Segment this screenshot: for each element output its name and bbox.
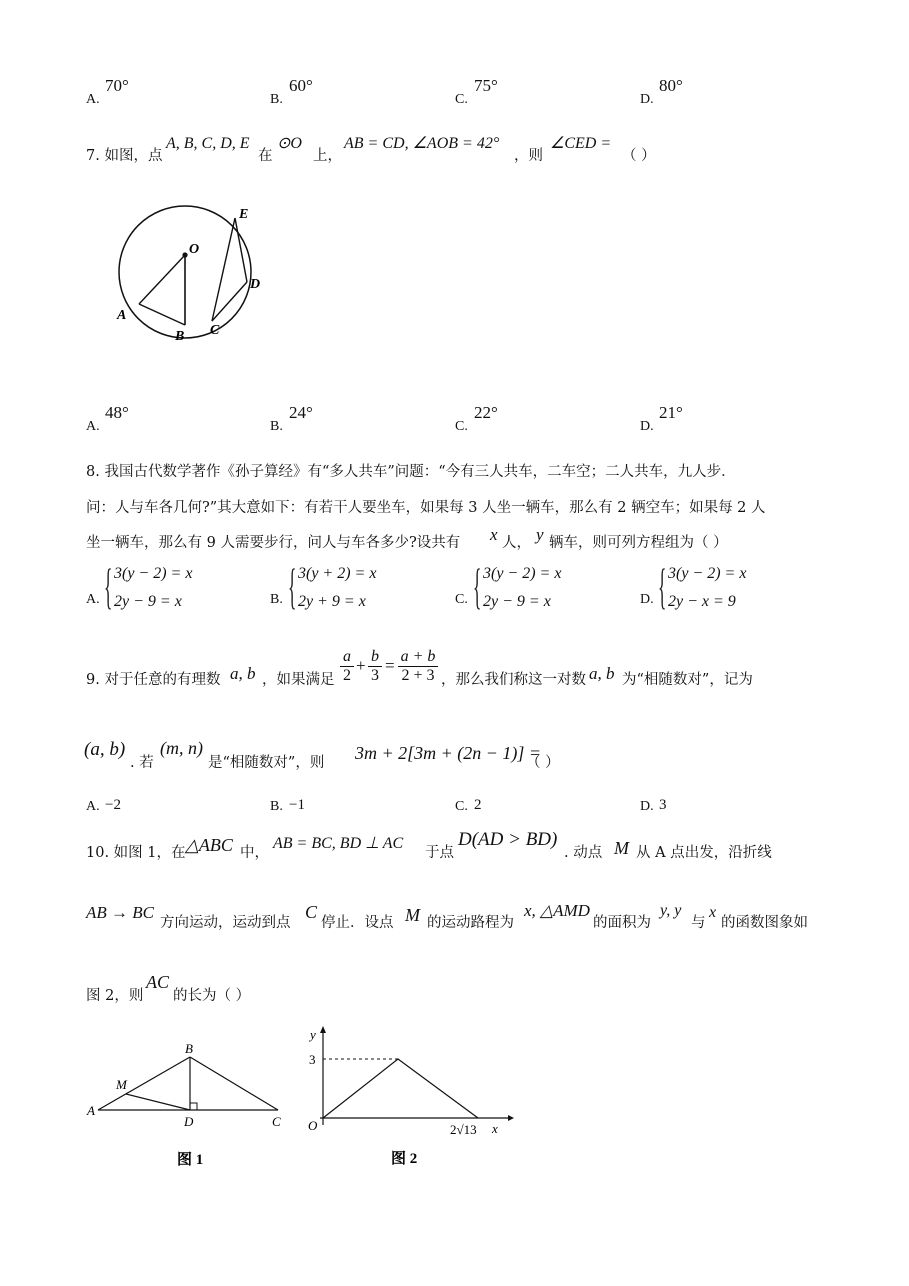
segment-md [126, 1094, 190, 1110]
q7-option-d-letter: D. [640, 419, 654, 434]
axis-label-y: y [310, 1027, 316, 1042]
q8-line-3a: 坐一辆车，那么有 9 人需要步行，问人与车各多少?设共有 [86, 535, 461, 551]
q8-option-a-system: { 3(y − 2) = x 2y − 9 = x [104, 558, 193, 614]
label-m: M [116, 1077, 127, 1092]
q7-circle: ⊙O [277, 135, 302, 152]
q9-option-c-value: 2 [474, 797, 482, 813]
q10-figure-2 [300, 1025, 515, 1175]
segment-bc [190, 1057, 278, 1110]
label-o: O [189, 242, 200, 257]
q8-option-d-eq2: 2y − x = 9 [668, 593, 736, 610]
q9-ab2: a, b [589, 664, 615, 683]
q10-x: x [709, 904, 717, 921]
q10-stop: 停止．设点 [321, 915, 394, 931]
q7-option-c-letter: C. [455, 419, 468, 434]
q7-option-b-letter: B. [270, 419, 283, 434]
q8-var-x: x [490, 525, 498, 544]
q6-option-d-letter: D. [640, 92, 654, 107]
q9-prefix: 9. 对于任意的有理数 [86, 672, 221, 688]
q10-figure-1 [84, 1038, 294, 1173]
q7-option-c-value: 22° [474, 403, 498, 422]
q10-triangle: △ABC [185, 835, 233, 855]
q10-and: 与 [691, 915, 706, 931]
segment-cd [212, 282, 247, 321]
q9-mn: (m, n) [160, 738, 203, 758]
q8-option-c-eq2: 2y − 9 = x [483, 593, 551, 610]
segment-ab [139, 304, 185, 325]
q9-f3-den: 2 + 3 [401, 667, 435, 684]
q9-expression: 3m + 2[3m + (2n − 1)] = [355, 743, 542, 763]
q6-option-c-letter: C. [455, 92, 468, 107]
q9-f2-den: 3 [371, 667, 379, 684]
q8-option-a-eq2: 2y − 9 = x [114, 593, 182, 610]
q7-on: 在 [258, 148, 273, 164]
segment-oa [139, 255, 185, 304]
q9-if: . 若 [130, 755, 154, 771]
label-a: A [117, 308, 127, 323]
q9-plus: + [356, 656, 366, 675]
q9-pair: (a, b) [84, 739, 126, 760]
q10-ac: AC [146, 972, 170, 992]
q8-option-a-eq1: 3(y − 2) = x [114, 565, 193, 582]
q6-option-c-value: 75° [474, 76, 498, 95]
q10-yy: y, y [660, 902, 682, 919]
q10-line-3a: 图 2，则 [86, 988, 144, 1004]
label-b: B [185, 1041, 193, 1056]
q7-option-d-value: 21° [659, 403, 683, 422]
q9-f3-num: a + b [400, 648, 436, 665]
q9-option-a-letter: A. [86, 799, 100, 814]
y-tick-3: 3 [309, 1052, 316, 1067]
origin-label: O [308, 1118, 318, 1133]
label-b: B [175, 329, 185, 344]
q8-option-d-system: { 3(y − 2) = x 2y − x = 9 [658, 558, 747, 614]
q9-option-b-value: −1 [289, 797, 305, 813]
q7-condition: AB = CD, ∠AOB = 42° [344, 135, 500, 152]
q10-point-d: D(AD > BD) [458, 829, 558, 850]
q10-distance: 的运动路程为 [427, 915, 514, 931]
q10-line-3b: 的长为（ ） [173, 988, 251, 1004]
q8-line-2: 问：人与车各几何?”其大意如下：有若干人要坐车，如果每 3 人坐一辆车，那么有 2 辆空车；如果每 2 人 [86, 500, 766, 516]
q8-option-b-system: { 3(y + 2) = x 2y + 9 = x [288, 558, 377, 614]
label-e: E [239, 207, 249, 222]
q7-then: ，则 [514, 148, 543, 164]
q7-circle-figure [105, 195, 280, 350]
q10-yu: 于点 [425, 845, 454, 861]
label-c: C [272, 1114, 281, 1129]
q10-zhong: 中， [240, 845, 269, 861]
q7-option-b-value: 24° [289, 403, 313, 422]
q7-target: ∠CED = [550, 135, 612, 152]
q9-fraction-a-over-2 [340, 648, 354, 685]
label-d: D [250, 277, 261, 292]
q10-m2: M [405, 905, 420, 925]
q9-mid: ，那么我们称这一对数 [441, 672, 586, 688]
q8-option-b-eq2: 2y + 9 = x [298, 593, 366, 610]
y-axis-arrow [320, 1026, 326, 1033]
q7-prefix: 7. 如图，点 [86, 148, 163, 164]
right-angle-mark [190, 1103, 197, 1110]
q8-line-1: 8. 我国古代数学著作《孙子算经》有“多人共车”问题：“今有三人共车，二车空；二人共车，九人步． [86, 464, 736, 480]
q9-ab: a, b [230, 664, 256, 683]
q10-from: 从 A 点出发，沿折线 [636, 845, 772, 861]
q9-f1-num: a [343, 648, 351, 665]
q10-move: . 动点 [564, 845, 603, 861]
q9-option-a-value: −2 [105, 797, 121, 813]
q6-option-d-value: 80° [659, 76, 683, 95]
q9-cond: ，如果满足 [262, 672, 335, 688]
q9-tail: 为“相随数对”，记为 [622, 672, 753, 688]
q8-option-d-eq1: 3(y − 2) = x [668, 565, 747, 582]
label-d: D [184, 1114, 194, 1129]
q9-option-d-letter: D. [640, 799, 654, 814]
function-graph [323, 1059, 478, 1118]
segment-ed [235, 218, 247, 282]
q6-option-a-value: 70° [105, 76, 129, 95]
segment-ab [98, 1057, 190, 1110]
caption-fig1: 图 1 [177, 1152, 204, 1168]
q9-paren: （ ） [526, 755, 560, 771]
q7-option-a-value: 48° [105, 403, 129, 422]
q10-direction: 方向运动，运动到点 [160, 915, 291, 931]
q7-points: A, B, C, D, E [166, 135, 250, 152]
q9-option-d-value: 3 [659, 797, 667, 813]
label-a: A [87, 1103, 95, 1118]
q8-var-y: y [536, 525, 544, 544]
q9-eq: = [385, 656, 395, 675]
x-axis-arrow [508, 1115, 514, 1121]
x-tick-2sqrt13: 2√13 [450, 1122, 477, 1137]
q8-option-c-eq1: 3(y − 2) = x [483, 565, 562, 582]
q8-option-c-system: { 3(y − 2) = x 2y − 9 = x [473, 558, 562, 614]
q9-option-b-letter: B. [270, 799, 283, 814]
q9-fraction-sum [398, 648, 438, 685]
center-point [182, 252, 187, 257]
q8-line-3c: 辆车，则可列方程组为（ ） [549, 535, 728, 551]
q10-condition: AB = BC, BD ⊥ AC [273, 835, 404, 852]
q10-c: C [305, 902, 318, 922]
q9-option-c-letter: C. [455, 799, 468, 814]
q9-f2-num: b [371, 648, 379, 665]
segment-ec [212, 218, 235, 321]
q8-option-b-eq1: 3(y + 2) = x [298, 565, 377, 582]
q7-on2: 上， [313, 148, 342, 164]
label-c: C [210, 323, 220, 338]
q8-option-a-letter: A. [86, 592, 100, 607]
q9-is: 是“相随数对”，则 [208, 755, 325, 771]
caption-fig2: 图 2 [391, 1151, 418, 1167]
q6-option-b-letter: B. [270, 92, 283, 107]
q10-x-amd: x, △AMD [524, 901, 590, 920]
q10-m: M [614, 838, 629, 858]
q7-paren: （ ） [622, 148, 656, 164]
q6-option-a-letter: A. [86, 92, 100, 107]
q10-graph: 的函数图象如 [721, 915, 808, 931]
q10-prefix: 10. 如图 1，在 [86, 845, 186, 861]
q9-f1-den: 2 [343, 667, 351, 684]
q10-path: AB → BC [86, 903, 154, 922]
q9-fraction-b-over-3 [368, 648, 382, 685]
q8-option-d-letter: D. [640, 592, 654, 607]
q7-option-a-letter: A. [86, 419, 100, 434]
axis-label-x: x [492, 1121, 498, 1136]
q8-option-c-letter: C. [455, 592, 468, 607]
q10-area: 的面积为 [593, 915, 651, 931]
q6-option-b-value: 60° [289, 76, 313, 95]
q8-option-b-letter: B. [270, 592, 283, 607]
q8-line-3b: 人， [502, 535, 531, 551]
